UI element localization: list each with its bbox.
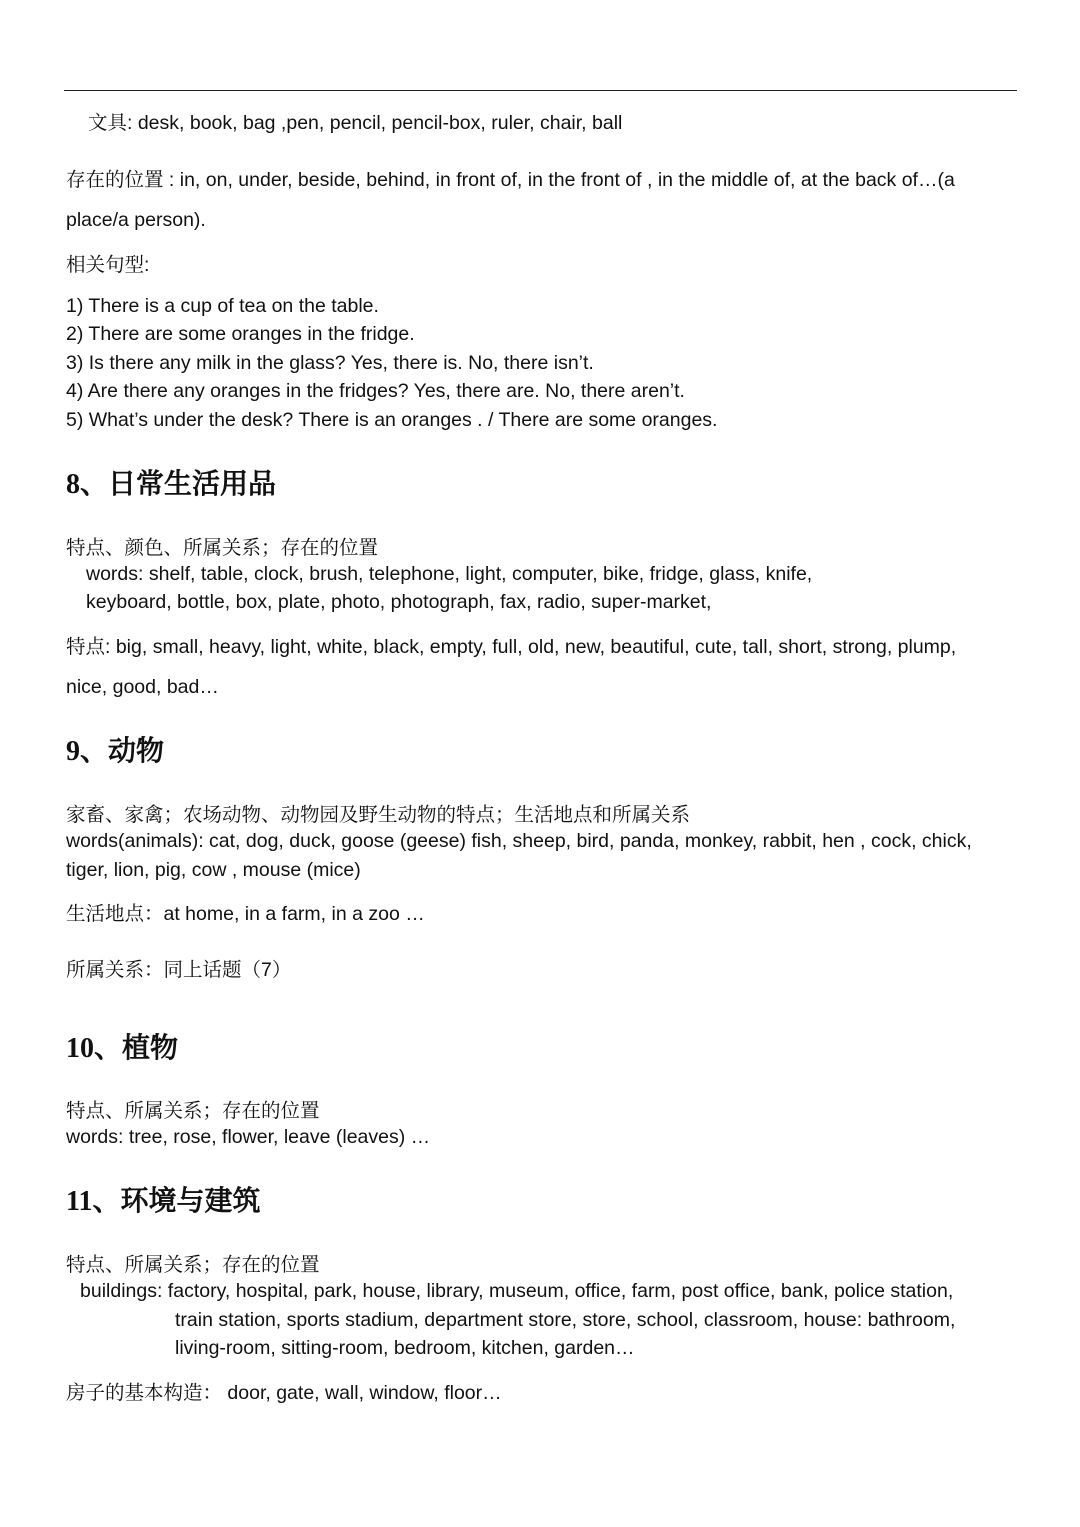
section-11-subtitle: 特点、所属关系；存在的位置	[66, 1253, 320, 1276]
section-11-heading: 11、环境与建筑	[66, 1186, 261, 1217]
sentence-4: 4) Are there any oranges in the fridges? Yes, there are. No, there aren’t.	[66, 380, 685, 402]
sentence-3: 3) Is there any milk in the glass? Yes, there is. No, there isn’t.	[66, 352, 594, 374]
section-8-words-2: keyboard, bottle, box, plate, photo, photograph, fax, radio, super-market,	[86, 591, 712, 613]
section-8-subtitle: 特点、颜色、所属关系；存在的位置	[66, 536, 379, 559]
section-9-belong: 所属关系：同上话题（7）	[66, 959, 292, 981]
section-8-words-1: words: shelf, table, clock, brush, telephone, light, computer, bike, fridge, glass, knife,	[86, 563, 813, 585]
section-11-buildings-3: living-room, sitting-room, bedroom, kitchen, garden…	[175, 1337, 635, 1359]
sentence-1: 1) There is a cup of tea on the table.	[66, 295, 379, 317]
section-9-habitat: 生活地点：at home, in a farm, in a zoo …	[66, 903, 425, 925]
section-11-buildings-1: buildings: factory, hospital, park, house, library, museum, office, farm, post office, bank, police station,	[80, 1280, 954, 1302]
section-10-subtitle: 特点、所属关系；存在的位置	[66, 1099, 320, 1122]
section-9-heading: 9、动物	[66, 736, 165, 767]
section-9-subtitle: 家畜、家禽；农场动物、动物园及野生动物的特点；生活地点和所属关系	[66, 803, 691, 826]
section-8-features-2: nice, good, bad…	[66, 676, 219, 698]
header-rule	[64, 90, 1017, 91]
section-10-heading: 10、植物	[66, 1033, 179, 1064]
section-11-buildings-2: train station, sports stadium, department store, store, school, classroom, house: bathroom,	[175, 1309, 956, 1331]
sentence-5: 5) What’s under the desk? There is an oranges . / There are some oranges.	[66, 409, 718, 431]
section-8-heading: 8、日常生活用品	[66, 469, 277, 500]
position-line-1: 存在的位置 : in, on, under, beside, behind, in front of, in the front of , in the middle of, at the back of…(a	[66, 169, 955, 191]
section-11-structure: 房子的基本构造： door, gate, wall, window, floor…	[66, 1382, 502, 1404]
sentence-2: 2) There are some oranges in the fridge.	[66, 323, 415, 345]
section-9-words-1: words(animals): cat, dog, duck, goose (geese) fish, sheep, bird, panda, monkey, rabbit, hen , cock, chick,	[66, 830, 972, 852]
section-10-words: words: tree, rose, flower, leave (leaves) …	[66, 1126, 431, 1148]
stationery-line: 文具: desk, book, bag ,pen, pencil, pencil-box, ruler, chair, ball	[88, 112, 623, 134]
patterns-label: 相关句型:	[66, 254, 150, 276]
position-line-2: place/a person).	[66, 209, 206, 231]
section-8-features-1: 特点: big, small, heavy, light, white, black, empty, full, old, new, beautiful, cute, tall, short, strong, plump,	[66, 636, 957, 658]
section-9-words-2: tiger, lion, pig, cow , mouse (mice)	[66, 859, 361, 881]
